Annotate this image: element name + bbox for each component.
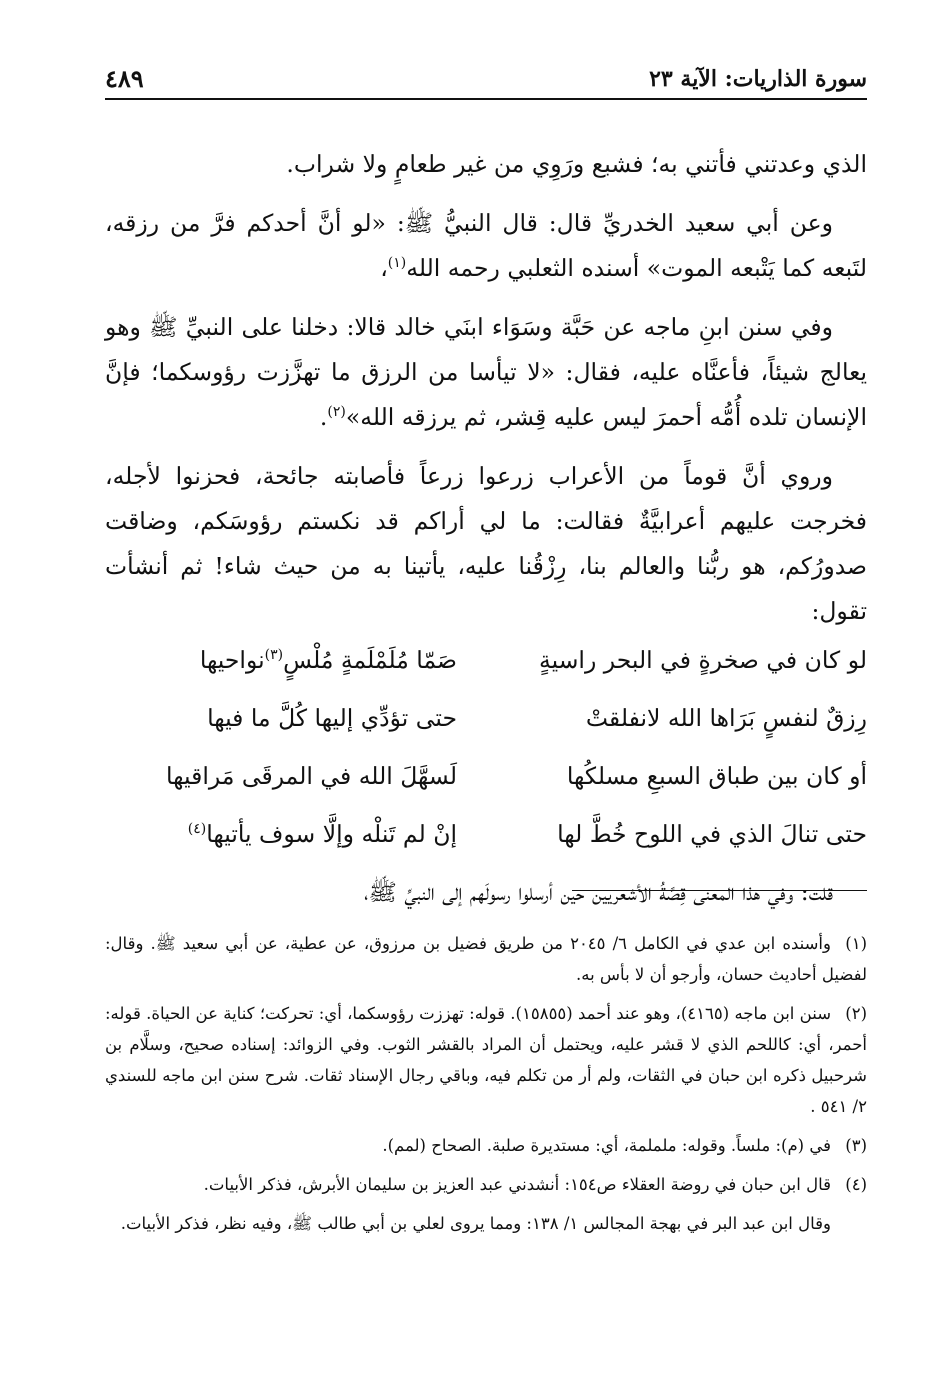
paragraph-3-end: . (319, 403, 328, 431)
paragraph-3 (105, 305, 867, 440)
verse-first-hemistich: رِزقٌ لنفسٍ بَرَاها الله لانفلقتْ (585, 704, 867, 732)
verse-second-hemistich (188, 820, 457, 848)
poem-verse (105, 754, 867, 812)
poem (105, 638, 867, 870)
verse-first-hemistich: حتى تنالَ الذي في اللوح خُطَّ لها (557, 820, 867, 848)
paragraph-2-end: ، (380, 254, 388, 282)
paragraph-2-text: وعن أبي سعيد الخدريِّ قال: قال النبيُّ ﷺ: «لو أنَّ أحدكم فرَّ من رزقه، لتَبعه كما يَتْبعه الموت» أسنده الثعلبي رحمه الله (105, 209, 867, 282)
verse-second-hemistich: لَسهَّلَ الله في المرقَى مَراقيها (166, 762, 457, 790)
verse-text-end: نواحيها (199, 646, 265, 674)
main-text (105, 142, 867, 915)
paragraph-4: وروي أنَّ قوماً من الأعراب زرعوا زرعاً فأصابته جائحة، فحزنوا لأجله، فخرجت عليهم أعرابيَّةٌ فقالت: ما لي أراكم قد نكستم رؤوسَكم، وضاقت صدورُكم، هو ربُّنا والعالم بنا، رِزْقُنا عليه، يأتينا به من حيث شاء! ثم أنشأت تقول: (105, 462, 867, 625)
verse-first-hemistich: أو كان بين طباق السبعِ مسلكُها (566, 762, 867, 790)
footnote-text: وأسنده ابن عدي في الكامل ٦/ ٢٠٤٥ من طريق فضيل بن مرزوق، عن عطية، عن أبي سعيد ﷺ. وقال: لفضيل أحاديث حسان، وأرجو أن لا بأس به. (105, 934, 867, 984)
page-number: ٤٨٩ (105, 64, 144, 93)
paragraph-2 (105, 201, 867, 291)
verse-second-hemistich (200, 646, 457, 674)
footnote-text: سنن ابن ماجه (٤١٦٥)، وهو عند أحمد (١٥٨٥٥). قوله: تهززت رؤوسكما، أي: تحركت؛ كناية عن الحياة. قوله: أحمر، أي: كاللحم الذي لا قشر عليه، ويحتمل أن المراد بالقشر الثوب. وفي الزوائد: إسناده صحيح، وسلَّام بن شرحبيل ذكره ابن حبان في الثقات، ولم أر من تكلم فيه، وباقي رجال الإسناد ثقات. شرح سنن ابن ماجه للسندي ٢/ ٥٤١ . (105, 1004, 867, 1116)
header-rule (105, 98, 867, 100)
footnote-ref-4[interactable]: (٤) (187, 821, 207, 838)
footnote-1 (105, 928, 867, 990)
footnote-label: (٤) (845, 1175, 867, 1194)
footnote-ref-1[interactable]: (١) (387, 255, 407, 272)
verse-first-hemistich: لو كان في صخرةٍ في البحر راسيةٍ (539, 646, 867, 674)
poem-verse (105, 812, 867, 870)
footnote-text: قال ابن حبان في روضة العقلاء ص١٥٤: أنشدني عبد العزيز بن سليمان الأبرش، فذكر الأبيات. (203, 1175, 831, 1194)
verse-text: صَمّا مُلَمْلَمةٍ مُلْسٍ (283, 646, 457, 674)
verse-second-hemistich: حتى تؤدِّي إليها كُلَّ ما فيها (207, 704, 457, 732)
footnote-ref-2[interactable]: (٢) (327, 404, 346, 421)
verse-text: إنْ لم تَنلْه وإلَّا سوف يأتيها (206, 820, 457, 848)
footnote-3 (105, 1130, 867, 1161)
paragraph-5: قلت: وفي هذا المعنى قِصَّةُ الأشعريين حين أرسلوا رسولَهم إلى النبيِّ ﷺ، (364, 878, 833, 906)
paragraph-3-text: وفي سنن ابنِ ماجه عن حَبَّة وسَوَاء ابنَي خالد قالا: دخلنا على النبيِّ ﷺ وهو يعالج شيئاً، فأعنَّاه عليه، فقال: «لا تيأسا من الرزق ما تهزَّزت رؤوسكما؛ فإنَّ الإنسان تلده أُمُّه أحمرَ ليس عليه قِشر، ثم يرزقه الله» (105, 313, 867, 431)
footnote-2 (105, 998, 867, 1122)
footnote-separator (572, 890, 867, 891)
footnote-label: (٢) (845, 1004, 868, 1023)
footnote-label: (٣) (845, 1136, 867, 1155)
footnotes (105, 928, 867, 1247)
running-title: سورة الذاريات: الآية ٢٣ (649, 66, 867, 92)
footnote-ref-3[interactable]: (٣) (264, 647, 284, 664)
footnote-4-continued: وقال ابن عبد البر في بهجة المجالس ١/ ١٣٨: ومما يروى لعلي بن أبي طالب ﷺ، وفيه نظر، فذكر الأبيات. (120, 1214, 831, 1233)
poem-verse (105, 696, 867, 754)
footnote-label: (١) (845, 934, 867, 953)
poem-verse (105, 638, 867, 696)
footnote-text: في (م): ملساً. وقوله: ململمة، أي: مستديرة صلبة. الصحاح (لمم). (382, 1136, 831, 1155)
page-header (105, 60, 867, 100)
footnote-4 (105, 1169, 867, 1200)
paragraph-1: الذي وعدتني فأتني به؛ فشبع ورَوِي من غير طعامٍ ولا شراب. (286, 150, 867, 178)
